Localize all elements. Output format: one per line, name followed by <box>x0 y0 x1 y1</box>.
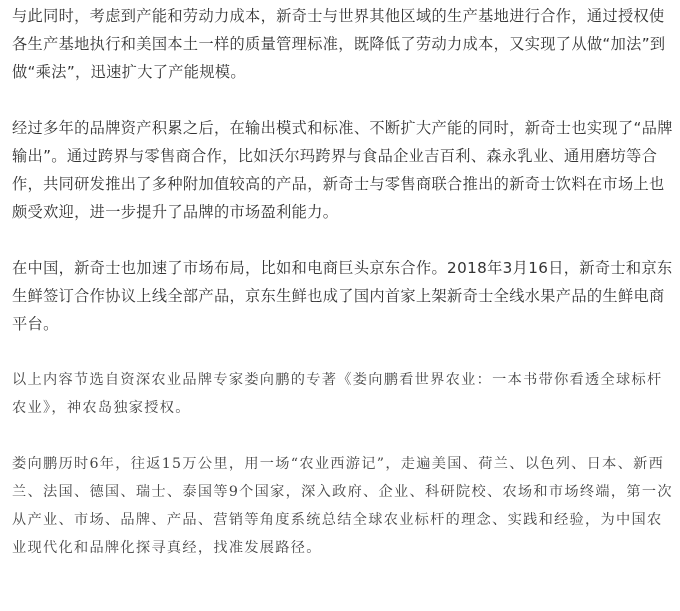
paragraph-3: 在中国，新奇士也加速了市场布局，比如和电商巨头京东合作。2018年3月16日，新奇士和京东生鲜签订合作协议上线全部产品，京东生鲜也成了国内首家上架新奇士全线水果产品的生鲜电商平台。 <box>12 259 673 333</box>
article-body <box>12 2 674 562</box>
author-intro-note: 娄向鹏历时6年，往返15万公里，用一场“农业西游记”，走遍美国、荷兰、以色列、日本、新西兰、法国、德国、瑞士、泰国等9个国家，深入政府、企业、科研院校、农场和市场终端，第一次从产业、市场、品牌、产品、营销等角度系统总结全球农业标杆的理念、实践和经验，为中国农业现代化和品牌化探寻真经，找准发展路径。 <box>12 456 673 556</box>
paragraph-2: 经过多年的品牌资产积累之后，在输出模式和标准、不断扩大产能的同时，新奇士也实现了“品牌输出”。通过跨界与零售商合作，比如沃尔玛跨界与食品企业吉百利、森永乳业、通用磨坊等合作，共同研发推出了多种附加值较高的产品，新奇士与零售商联合推出的新奇士饮料在市场上也颇受欢迎，进一步提升了品牌的市场盈利能力。 <box>12 119 673 221</box>
paragraph-1: 与此同时，考虑到产能和劳动力成本，新奇士与世界其他区域的生产基地进行合作，通过授权使各生产基地执行和美国本土一样的质量管理标准，既降低了劳动力成本，又实现了从做“加法”到做“乘法”，迅速扩大了产能规模。 <box>12 7 666 81</box>
excerpt-note: 以上内容节选自资深农业品牌专家娄向鹏的专著《娄向鹏看世界农业：一本书带你看透全球标杆农业》，神农岛独家授权。 <box>12 372 663 416</box>
